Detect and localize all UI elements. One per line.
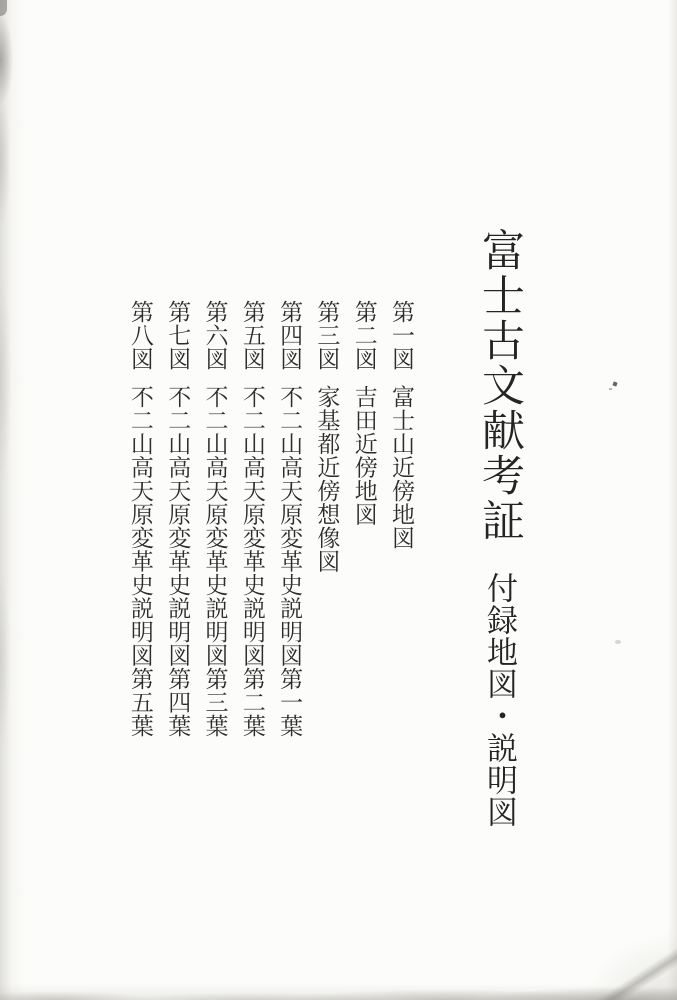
figure-entry-4 [277, 300, 302, 737]
figure-entry-5 [240, 300, 265, 737]
title-block [475, 228, 524, 828]
figure-entry-2 [351, 300, 376, 737]
figure-caption: 不二山高天原変革史説明図第四葉 [165, 384, 191, 737]
figure-caption: 不二山高天原変革史説明図第五葉 [127, 384, 153, 737]
paper-edge-shadow-bottom [0, 970, 677, 1000]
figure-entry-6 [202, 300, 227, 737]
figure-label: 第七図 [165, 300, 191, 371]
paper-speck [609, 382, 617, 390]
page-title: 富士古文献考証 [476, 228, 523, 543]
paper-speck-faint [615, 640, 621, 644]
page-subtitle: 付録地図・説明図 [482, 572, 517, 828]
figure-caption: 不二山高天原変革史説明図第一葉 [277, 384, 303, 737]
figure-entry-3 [314, 300, 339, 737]
figure-entry-7 [165, 300, 190, 737]
figure-caption: 不二山高天原変革史説明図第二葉 [239, 384, 265, 737]
figure-label: 第五図 [239, 300, 265, 371]
paper-nick-top-left [0, 0, 7, 16]
figure-label: 第二図 [351, 300, 377, 371]
figure-caption: 吉田近傍地図 [351, 384, 377, 526]
figure-caption: 不二山高天原変革史説明図第三葉 [202, 384, 228, 737]
figure-caption: 富士山近傍地図 [389, 384, 414, 549]
paper-corner-shadow-bottom-right [517, 870, 677, 1000]
figure-caption: 家基都近傍想像図 [314, 384, 340, 573]
figure-entry-1 [389, 300, 414, 737]
figure-entry-8 [128, 300, 153, 737]
figure-label: 第一図 [389, 300, 414, 371]
figure-label: 第三図 [314, 300, 340, 371]
paper-edge-shadow-left [0, 0, 26, 1000]
figure-label: 第四図 [277, 300, 303, 371]
figure-label: 第六図 [202, 300, 228, 371]
paper-crease-bottom-right [580, 945, 677, 1000]
figure-label: 第八図 [127, 300, 153, 371]
figure-list [128, 300, 414, 737]
paper-edge-shadow-right [667, 0, 677, 1000]
